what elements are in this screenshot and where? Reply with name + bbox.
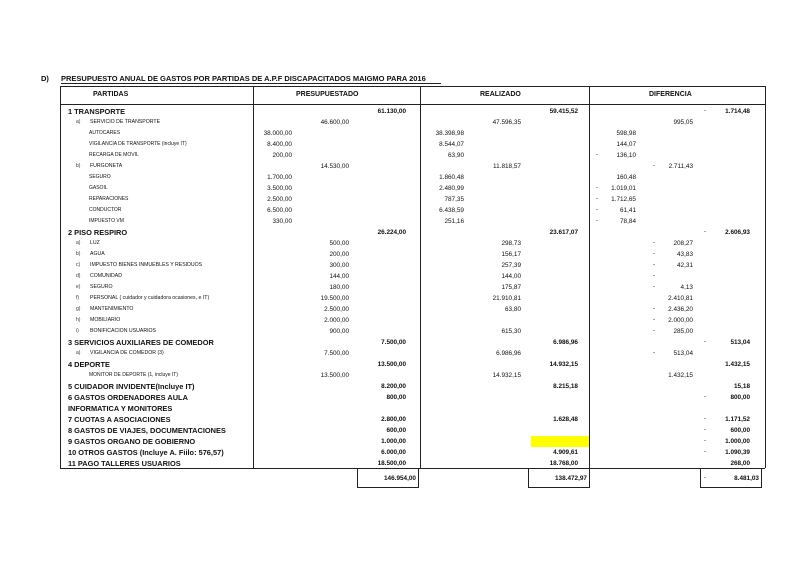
row-value-p3: 2.800,00 <box>381 416 406 423</box>
table-row <box>0 293 800 304</box>
row-sign-dm1: - <box>596 196 598 202</box>
row-label: RECARGA DE MOVIL <box>89 152 139 158</box>
table-row <box>0 128 800 139</box>
row-value-p3: 800,00 <box>386 394 406 401</box>
row-label: FURGONETA <box>90 163 123 169</box>
table-row <box>0 381 800 392</box>
item-marker: f) <box>76 295 80 301</box>
total-diferencia-sign: - <box>704 475 706 481</box>
row-label: COMUNIDAD <box>90 273 122 279</box>
item-marker: i) <box>76 328 79 334</box>
row-label: GASOIL <box>89 185 108 191</box>
row-value-d1: 144,07 <box>616 141 636 148</box>
table-row <box>0 183 800 194</box>
item-marker: b) <box>76 163 81 169</box>
row-label: VIGILANCIA DE TRANSPORTE (incluye IT) <box>89 141 187 147</box>
table-row <box>0 161 800 172</box>
row-value-p2: 2.000,00 <box>324 317 349 324</box>
row-value-p2: 300,00 <box>329 262 349 269</box>
row-value-r1: 1.860,48 <box>439 174 464 181</box>
row-sign-dm1: - <box>596 185 598 191</box>
row-value-p1: 200,00 <box>272 152 292 159</box>
row-value-r2: 175,87 <box>501 284 521 291</box>
header-bottom-border <box>60 104 765 105</box>
row-label: VIGILANCIA DE COMEDOR (3) <box>90 350 164 356</box>
row-value-d1: 598,98 <box>616 130 636 137</box>
row-sign-dm2: - <box>653 273 655 279</box>
table-row <box>0 117 800 128</box>
table-row <box>0 150 800 161</box>
row-value-r1: 2.480,99 <box>439 185 464 192</box>
row-sign-dm: - <box>704 427 706 433</box>
table-row <box>0 348 800 359</box>
table-row <box>0 359 800 370</box>
highlighted-cell <box>531 436 589 447</box>
row-sign-dm1: - <box>596 207 598 213</box>
title-underline <box>61 83 441 84</box>
row-value-d3: 600,00 <box>730 427 750 434</box>
row-sign-dm2: - <box>653 284 655 290</box>
row-value-p3: 1.000,00 <box>381 438 406 445</box>
row-value-r1: 38.398,98 <box>435 130 464 137</box>
row-value-d3: 800,00 <box>730 394 750 401</box>
item-marker: g) <box>76 306 81 312</box>
row-value-p2: 7.500,00 <box>324 350 349 357</box>
row-label: LUZ <box>90 240 100 246</box>
row-label: MANTENIMIENTO <box>90 306 134 312</box>
table-row <box>0 282 800 293</box>
row-value-r2: 257,39 <box>501 262 521 269</box>
item-marker: a) <box>76 119 81 125</box>
row-value-r3: 14.932,15 <box>549 361 578 368</box>
row-value-r2: 144,00 <box>501 273 521 280</box>
row-value-p3: 600,00 <box>386 427 406 434</box>
row-label: 4 DEPORTE <box>68 360 110 369</box>
row-value-p3: 7.500,00 <box>381 339 406 346</box>
row-value-d1: 1.712,65 <box>611 196 636 203</box>
row-value-p3: 13.500,00 <box>377 361 406 368</box>
row-value-d3: 1.171,52 <box>725 416 750 423</box>
row-value-p2: 180,00 <box>329 284 349 291</box>
row-value-d3: 1.714,48 <box>725 108 750 115</box>
table-row <box>0 315 800 326</box>
row-label: PERSONAL ( cuidador y cuidadora ocasiones, e IT) <box>90 295 210 301</box>
row-value-p2: 500,00 <box>329 240 349 247</box>
row-value-d2: 2.410,81 <box>668 295 693 302</box>
total-realizado: 138.472,97 <box>555 475 587 482</box>
row-value-p1: 1.700,00 <box>267 174 292 181</box>
table-row <box>0 139 800 150</box>
row-value-d3: 2.606,93 <box>725 229 750 236</box>
row-label: BONIFICACION USUARIOS <box>90 328 157 334</box>
row-sign-dm2: - <box>653 251 655 257</box>
table-row <box>0 271 800 282</box>
row-value-p3: 18.500,00 <box>377 460 406 467</box>
column-header-partidas: PARTIDAS <box>93 91 129 98</box>
row-label: CONDUCTOR <box>89 207 122 213</box>
row-sign-dm: - <box>704 438 706 444</box>
row-value-d2: 513,04 <box>673 350 693 357</box>
row-sign-dm2: - <box>653 163 655 169</box>
row-value-r3: 4.909,61 <box>553 449 578 456</box>
table-row <box>0 392 800 403</box>
row-label: 11 PAGO TALLERES USUARIOS <box>68 459 181 468</box>
table-row <box>0 337 800 348</box>
row-value-r3: 6.986,96 <box>553 339 578 346</box>
row-label: 7 CUOTAS A ASOCIACIONES <box>68 415 171 424</box>
row-value-p1: 3.500,00 <box>267 185 292 192</box>
row-label: IMPUESTO BIENES INMUEBLES Y RESIDUOS <box>90 262 203 268</box>
row-value-r2: 11.818,57 <box>493 163 521 170</box>
row-label: INFORMATICA Y MONITORES <box>68 404 173 413</box>
item-marker: a) <box>76 240 81 246</box>
row-value-d1: 78,84 <box>620 218 636 225</box>
row-sign-dm2: - <box>653 262 655 268</box>
row-label: 9 GASTOS ORGANO DE GOBIERNO <box>68 437 196 446</box>
table-row <box>0 249 800 260</box>
row-sign-dm2: - <box>653 240 655 246</box>
row-label: 10 OTROS GASTOS (Incluye A. Fiilo: 576,57) <box>68 448 224 457</box>
row-value-d3: 1.000,00 <box>725 438 750 445</box>
row-sign-dm2: - <box>653 350 655 356</box>
table-top-border <box>60 86 765 87</box>
row-sign-dm: - <box>704 394 706 400</box>
row-value-p1: 38.000,00 <box>263 130 292 137</box>
row-value-d3: 15,18 <box>734 383 750 390</box>
row-value-d2: 1.432,15 <box>668 372 693 379</box>
item-marker: e) <box>76 284 81 290</box>
row-sign-dm: - <box>704 229 706 235</box>
table-row <box>0 326 800 337</box>
row-value-p3: 6.000,00 <box>381 449 406 456</box>
row-label: 1 TRANSPORTE <box>68 107 126 116</box>
row-sign-dm: - <box>704 108 706 114</box>
column-header-diferencia: DIFERENCIA <box>649 91 692 98</box>
column-header-presupuestado: PRESUPUESTADO <box>296 91 359 98</box>
row-sign-dm1: - <box>596 152 598 158</box>
row-value-p2: 200,00 <box>329 251 349 258</box>
column-header-realizado: REALIZADO <box>480 91 521 98</box>
row-value-p3: 8.200,00 <box>381 383 406 390</box>
row-value-r3: 1.628,48 <box>553 416 578 423</box>
row-value-p3: 61.130,00 <box>377 108 406 115</box>
table-row <box>0 414 800 425</box>
row-value-p2: 2.500,00 <box>324 306 349 313</box>
row-value-r1: 8.544,07 <box>439 141 464 148</box>
document-title: PRESUPUESTO ANUAL DE GASTOS POR PARTIDAS DE A.P.F DISCAPACITADOS MAIGMO PARA 2016 <box>61 74 426 83</box>
row-value-r1: 6.438,59 <box>439 207 464 214</box>
row-sign-dm1: - <box>596 218 598 224</box>
total-diferencia: 8.481,03 <box>734 475 759 482</box>
row-label: 3 SERVICIOS AUXILIARES DE COMEDOR <box>68 338 214 347</box>
row-label: 6 GASTOS ORDENADORES AULA <box>68 393 188 402</box>
row-value-r2: 47.596,35 <box>492 119 521 126</box>
row-value-p2: 19.500,00 <box>320 295 349 302</box>
row-value-d1: 160,48 <box>616 174 636 181</box>
row-value-p1: 330,00 <box>272 218 292 225</box>
row-label: SEGURO <box>89 174 111 180</box>
row-label: MONITOR DE DEPORTE (1, incluye IT) <box>89 372 178 378</box>
row-value-d2: 2.711,43 <box>668 163 693 170</box>
row-label: AGUA <box>90 251 105 257</box>
row-label: MOBILIARIO <box>90 317 121 323</box>
row-value-r1: 63,90 <box>448 152 464 159</box>
section-letter: D) <box>41 74 49 83</box>
row-value-r2: 14.932,15 <box>492 372 521 379</box>
table-row <box>0 238 800 249</box>
row-value-r3: 59.415,52 <box>549 108 578 115</box>
table-row <box>0 227 800 238</box>
row-value-p2: 46.600,00 <box>320 119 349 126</box>
item-marker: b) <box>76 251 81 257</box>
row-value-r3: 8.215,18 <box>553 383 578 390</box>
row-value-r2: 615,30 <box>501 328 521 335</box>
row-sign-dm2: - <box>653 317 655 323</box>
row-value-r2: 156,17 <box>501 251 521 258</box>
row-value-d2: 2.000,00 <box>668 317 693 324</box>
row-value-p1: 8.400,00 <box>267 141 292 148</box>
row-value-r1: 251,16 <box>444 218 464 225</box>
row-label: 2 PISO RESPIRO <box>68 228 128 237</box>
row-value-d2: 995,05 <box>673 119 693 126</box>
row-value-p2: 14.530,00 <box>320 163 349 170</box>
row-value-d2: 285,00 <box>673 328 693 335</box>
row-value-d3: 513,04 <box>730 339 750 346</box>
row-value-d2: 43,83 <box>677 251 693 258</box>
table-row <box>0 447 800 458</box>
table-row <box>0 216 800 227</box>
table-row <box>0 370 800 381</box>
table-row <box>0 436 800 447</box>
row-value-d2: 208,27 <box>673 240 693 247</box>
row-value-r1: 787,35 <box>444 196 464 203</box>
table-row <box>0 172 800 183</box>
row-value-d3: 1.090,39 <box>725 449 750 456</box>
row-value-d1: 61,41 <box>620 207 636 214</box>
row-sign-dm: - <box>704 449 706 455</box>
row-value-d1: 136,10 <box>616 152 636 159</box>
row-value-p1: 2.500,00 <box>267 196 292 203</box>
row-label: REPARACIONES <box>89 196 129 202</box>
row-value-d3: 268,00 <box>730 460 750 467</box>
row-value-d2: 42,31 <box>677 262 693 269</box>
row-value-d2: 2.436,20 <box>668 306 693 313</box>
row-value-d2: 4,13 <box>680 284 693 291</box>
row-label: 8 GASTOS DE VIAJES, DOCUMENTACIONES <box>68 426 226 435</box>
table-row <box>0 304 800 315</box>
row-value-p3: 26.224,00 <box>377 229 406 236</box>
row-value-d1: 1.019,01 <box>611 185 636 192</box>
row-value-r2: 6.986,96 <box>496 350 521 357</box>
row-value-p2: 13.500,00 <box>320 372 349 379</box>
row-value-p1: 6.500,00 <box>267 207 292 214</box>
table-row <box>0 403 800 414</box>
row-value-p2: 144,00 <box>329 273 349 280</box>
item-marker: a) <box>76 350 81 356</box>
row-value-r3: 18.768,00 <box>549 460 578 467</box>
row-sign-dm2: - <box>653 306 655 312</box>
table-row <box>0 260 800 271</box>
row-sign-dm: - <box>704 339 706 345</box>
row-sign-dm: - <box>704 416 706 422</box>
row-value-r2: 21.910,81 <box>492 295 521 302</box>
item-marker: d) <box>76 273 81 279</box>
table-row <box>0 106 800 117</box>
row-value-p2: 900,00 <box>329 328 349 335</box>
row-value-r2: 298,73 <box>501 240 521 247</box>
table-row <box>0 194 800 205</box>
row-value-r3: 23.617,07 <box>549 229 578 236</box>
row-value-r2: 63,80 <box>505 306 521 313</box>
row-label: IMPUESTO VM <box>89 218 124 224</box>
row-sign-dm2: - <box>653 328 655 334</box>
row-label: SEGURO <box>90 284 113 290</box>
row-label: SERVICIO DE TRANSPORTE <box>90 119 161 125</box>
row-value-d3: 1.432,15 <box>725 361 750 368</box>
table-row <box>0 205 800 216</box>
item-marker: c) <box>76 262 81 268</box>
total-presupuestado: 146.954,00 <box>384 475 416 482</box>
item-marker: h) <box>76 317 81 323</box>
table-row <box>0 425 800 436</box>
row-label: AUTOCARES <box>89 130 121 136</box>
row-label: 5 CUIDADOR INVIDENTE(Incluye IT) <box>68 382 195 391</box>
